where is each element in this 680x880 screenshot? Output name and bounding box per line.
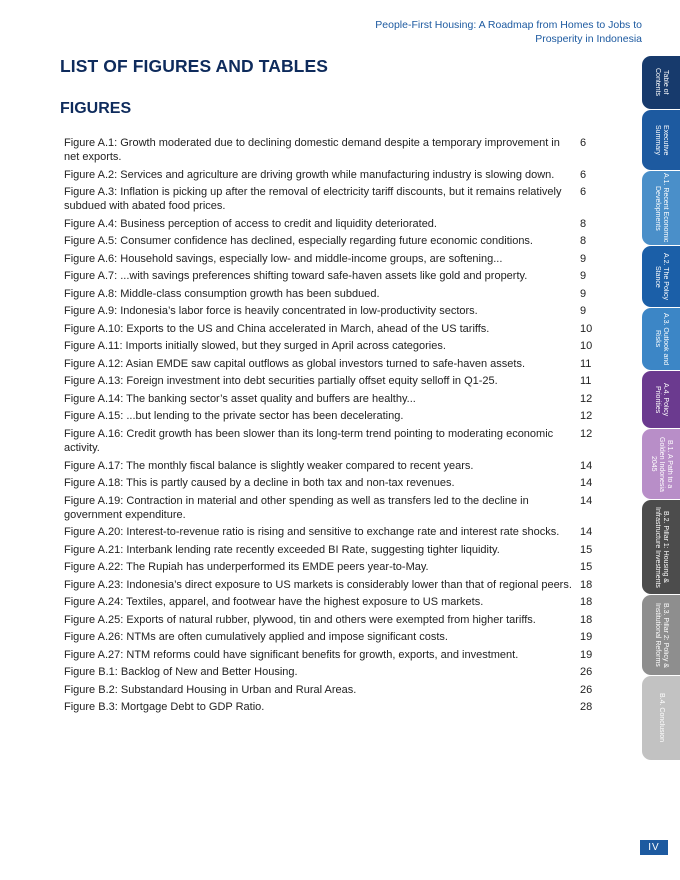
figure-page-number: 15 <box>580 543 593 556</box>
figure-page-number: 14 <box>580 477 593 490</box>
figure-entry[interactable] <box>64 560 604 574</box>
figure-title: Figure A.8: Middle-class consumption growth has been subdued. <box>64 287 380 300</box>
figure-entry[interactable] <box>64 374 604 388</box>
figure-title: Figure A.12: Asian EMDE saw capital outflows as global investors turned to safe-haven assets. <box>64 357 526 370</box>
section-tab[interactable] <box>642 171 680 245</box>
figure-page-number: 10 <box>580 322 593 335</box>
figure-title: Figure A.19: Contraction in material and other spending as well as transfers led to the decline in government expenditure. <box>64 494 529 521</box>
figure-page-number: 11 <box>580 375 592 388</box>
section-tab[interactable] <box>642 371 680 428</box>
section-tab-nav <box>642 56 680 761</box>
figure-entry[interactable] <box>64 269 604 283</box>
figure-title: Figure A.1: Growth moderated due to declining domestic demand despite a temporary improvement in net exports. <box>64 137 560 164</box>
figure-title: Figure B.1: Backlog of New and Better Housing. <box>64 666 298 679</box>
page-title: LIST OF FIGURES AND TABLES <box>60 56 329 76</box>
figure-page-number: 9 <box>580 305 587 318</box>
figure-entry[interactable] <box>64 459 604 473</box>
section-tab-label: B.4. Conclusion <box>658 693 665 743</box>
figure-page-number: 9 <box>580 270 587 283</box>
figure-page-number: 9 <box>580 252 587 265</box>
figure-title: Figure A.5: Consumer confidence has declined, especially regarding future economic conditions. <box>64 235 533 248</box>
section-tab-label: B.2. Pillar 1: Housing & Infrastructure Investments <box>654 506 669 588</box>
figure-title: Figure A.21: Interbank lending rate recently exceeded BI Rate, suggesting tighter liquidity. <box>64 543 500 556</box>
figure-entry[interactable] <box>64 304 604 318</box>
figure-title: Figure A.22: The Rupiah has underperformed its EMDE peers year-to-May. <box>64 561 429 574</box>
figure-title: Figure A.27: NTM reforms could have significant benefits for growth, exports, and investment. <box>64 648 519 661</box>
figure-page-number: 8 <box>580 217 587 230</box>
figure-page-number: 6 <box>580 168 587 181</box>
section-tab[interactable] <box>642 595 680 675</box>
figure-title: Figure A.24: Textiles, apparel, and footwear have the highest exposure to US markets. <box>64 596 484 609</box>
figure-entry[interactable] <box>64 630 604 644</box>
report-title: People-First Housing: A Roadmap from Homes to Jobs to Prosperity in Indonesia <box>375 19 642 45</box>
figure-entry[interactable] <box>64 185 604 213</box>
section-tab[interactable] <box>642 308 680 370</box>
section-tab-label: B.1. A Path to a Golden Indonesia 2045 <box>650 436 673 492</box>
section-tab-label: A.3. Outlook and Risks <box>654 312 669 366</box>
figure-title: Figure A.7: ...with savings preferences shifting toward safe-haven assets like gold and property. <box>64 270 528 283</box>
figure-title: Figure A.13: Foreign investment into debt securities partially offset equity selloff in Q1-25. <box>64 375 498 388</box>
figure-page-number: 26 <box>580 666 593 679</box>
figure-title: Figure B.2: Substandard Housing in Urban and Rural Areas. <box>64 683 357 696</box>
figure-page-number: 19 <box>580 648 593 661</box>
figure-page-number: 18 <box>580 613 593 626</box>
figure-page-number: 28 <box>580 701 593 714</box>
figure-entry[interactable] <box>64 357 604 371</box>
figure-entry[interactable] <box>64 339 604 353</box>
figure-page-number: 14 <box>580 494 593 507</box>
figure-entry[interactable] <box>64 683 604 697</box>
figure-page-number: 11 <box>580 357 592 370</box>
figure-page-number: 12 <box>580 427 593 440</box>
section-tab-label: A.2. The Policy Stance <box>654 253 669 300</box>
figure-page-number: 14 <box>580 459 593 472</box>
figure-entry[interactable] <box>64 494 604 522</box>
section-tab-label: A.4. Policy Priorities <box>654 382 669 417</box>
figure-page-number: 18 <box>580 596 593 609</box>
figure-entry[interactable] <box>64 252 604 266</box>
figure-title: Figure A.25: Exports of natural rubber, plywood, tin and others were exempted from higher tariffs. <box>64 613 536 626</box>
section-tab[interactable] <box>642 110 680 170</box>
figure-page-number: 26 <box>580 683 593 696</box>
figure-title: Figure A.15: ...but lending to the private sector has been decelerating. <box>64 410 404 423</box>
figure-page-number: 10 <box>580 340 593 353</box>
figure-page-number: 18 <box>580 578 593 591</box>
figure-page-number: 6 <box>580 186 587 199</box>
section-tab[interactable] <box>642 56 680 109</box>
figure-entry[interactable] <box>64 234 604 248</box>
figure-title: Figure A.3: Inflation is picking up after the removal of electricity tariff discounts, but it remains relatively subdued with abated food prices. <box>64 186 562 213</box>
figure-entry[interactable] <box>64 409 604 423</box>
figure-entry[interactable] <box>64 543 604 557</box>
section-tab[interactable] <box>642 246 680 307</box>
figure-page-number: 15 <box>580 561 593 574</box>
figure-entry[interactable] <box>64 578 604 592</box>
figure-title: Figure A.23: Indonesia’s direct exposure to US markets is considerably lower than that of regional peers. <box>64 578 572 591</box>
section-heading-figures: FIGURES <box>60 100 132 117</box>
figure-title: Figure B.3: Mortgage Debt to GDP Ratio. <box>64 701 265 714</box>
figure-entry[interactable] <box>64 665 604 679</box>
figure-entry[interactable] <box>64 595 604 609</box>
figure-title: Figure A.17: The monthly fiscal balance is slightly weaker compared to recent years. <box>64 459 474 472</box>
figure-title: Figure A.9: Indonesia’s labor force is heavily concentrated in low-productivity sectors. <box>64 305 478 318</box>
figure-title: Figure A.6: Household savings, especially low- and middle-income groups, are softening... <box>64 252 503 265</box>
figure-list <box>64 136 604 718</box>
figure-entry[interactable] <box>64 700 604 714</box>
figure-page-number: 14 <box>580 526 593 539</box>
section-tab-label: Table of Contents <box>654 68 669 97</box>
figure-entry[interactable] <box>64 427 604 455</box>
figure-title: Figure A.10: Exports to the US and China accelerated in March, ahead of the US tariffs. <box>64 322 490 335</box>
figure-entry[interactable] <box>64 476 604 490</box>
figure-title: Figure A.14: The banking sector’s asset quality and buffers are healthy... <box>64 392 416 405</box>
figure-entry[interactable] <box>64 217 604 231</box>
figure-title: Figure A.4: Business perception of access to credit and liquidity deteriorated. <box>64 217 437 230</box>
section-tab-label: A.1. Recent Economic Developments <box>654 173 669 243</box>
figure-title: Figure A.16: Credit growth has been slower than its long-term trend pointing to moderating economic activity. <box>64 427 554 455</box>
figure-title: Figure A.2: Services and agriculture are driving growth while manufacturing industry is slowing down. <box>64 168 555 181</box>
figure-entry[interactable] <box>64 525 604 539</box>
figure-title: Figure A.18: This is partly caused by a decline in both tax and non-tax revenues. <box>64 477 455 490</box>
figure-page-number: 6 <box>580 137 587 149</box>
figure-entry[interactable] <box>64 613 604 627</box>
figure-page-number: 9 <box>580 287 587 300</box>
figure-title: Figure A.26: NTMs are often cumulatively applied and impose significant costs. <box>64 631 448 644</box>
section-tab-label: Executive Summary <box>654 124 669 156</box>
figure-entry[interactable] <box>64 287 604 301</box>
figure-entry[interactable] <box>64 136 604 164</box>
figure-title: Figure A.11: Imports initially slowed, but they surged in April across categories. <box>64 340 446 353</box>
figure-page-number: 8 <box>580 235 587 248</box>
figure-page-number: 12 <box>580 392 593 405</box>
section-tab[interactable] <box>642 500 680 594</box>
page-number: IV <box>640 840 668 855</box>
figure-entry[interactable] <box>64 648 604 662</box>
section-tab-label: B.3. Pillar 2: Policy & Institutional Reforms <box>654 602 669 668</box>
section-tab[interactable] <box>642 676 680 760</box>
figure-title: Figure A.20: Interest-to-revenue ratio is rising and sensitive to exchange rate and interest rate shocks. <box>64 526 560 539</box>
figure-entry[interactable] <box>64 392 604 406</box>
figure-page-number: 12 <box>580 410 593 423</box>
figure-entry[interactable] <box>64 322 604 336</box>
figure-entry[interactable] <box>64 168 604 182</box>
section-tab[interactable] <box>642 429 680 499</box>
figure-page-number: 19 <box>580 631 593 644</box>
